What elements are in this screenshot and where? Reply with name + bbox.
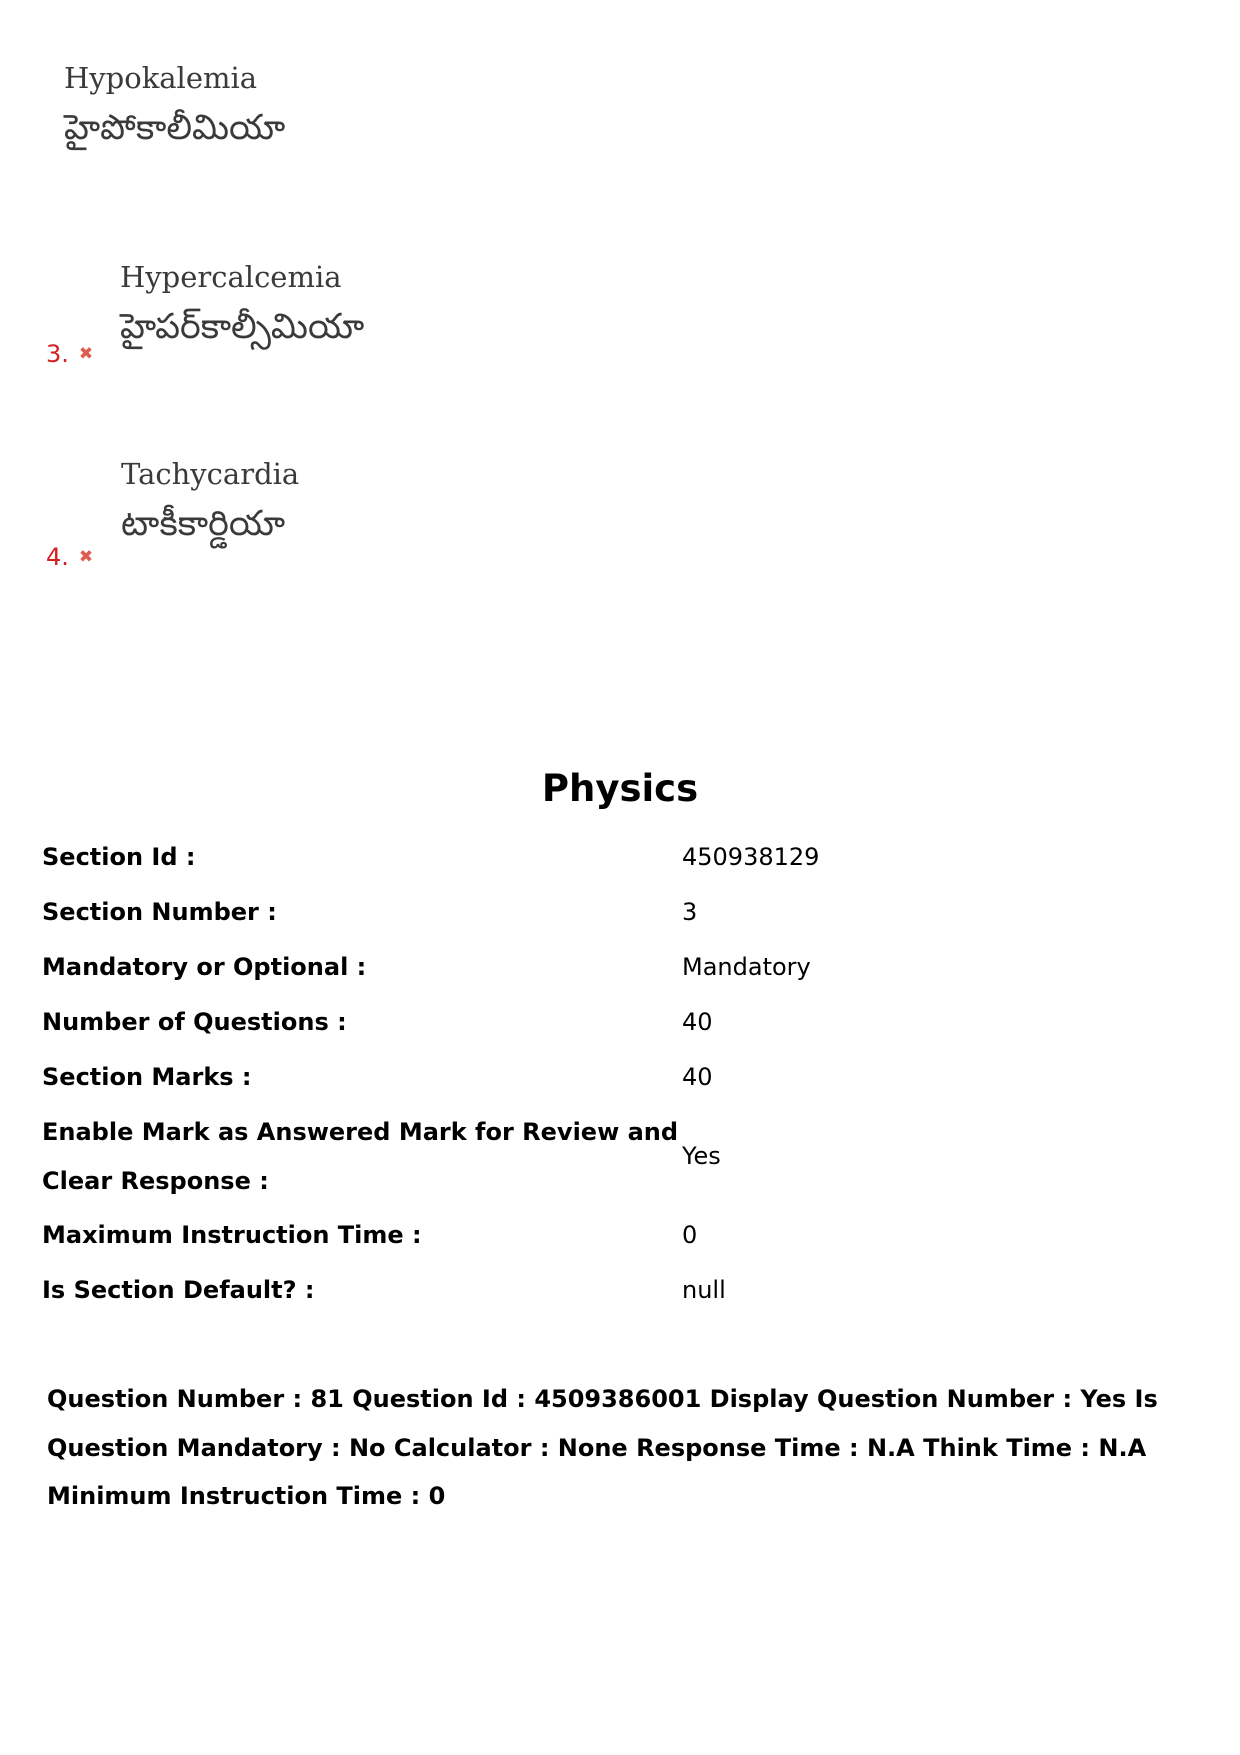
table-row — [42, 830, 1202, 885]
section-number-label: Section Number : — [42, 898, 277, 926]
section-info-table — [42, 830, 1202, 1318]
wrong-answer-icon: ✖ — [78, 344, 94, 364]
section-number-value: 3 — [682, 898, 698, 926]
option-text-english: Hypokalemia — [64, 61, 258, 95]
option-image — [121, 456, 299, 548]
option-marker — [46, 543, 93, 571]
section-id-value: 450938129 — [682, 843, 820, 871]
section-default-value: null — [682, 1276, 726, 1304]
question-metadata: Question Number : 81 Question Id : 4509386001 Display Question Number : Yes Is Question Mandatory : No Calculator : None Response Time : N.A Think Time : N.A Minimum Instruction Time : 0 — [47, 1385, 1158, 1510]
mark-review-value: Yes — [682, 1142, 721, 1170]
option-text-telugu: టాకీకార్డియా — [121, 504, 286, 544]
table-row — [42, 1263, 1202, 1318]
option-text-telugu: హైపర్‌కాల్సీమియా — [120, 307, 365, 347]
question-count-label: Number of Questions : — [42, 1008, 347, 1036]
option-number: 4. — [46, 543, 69, 571]
wrong-answer-icon: ✖ — [78, 547, 94, 567]
option-marker — [46, 340, 93, 368]
section-title: Physics — [541, 767, 699, 810]
section-id-label: Section Id : — [42, 843, 196, 871]
option-image — [64, 60, 285, 152]
table-row — [42, 1105, 1202, 1208]
table-row — [42, 940, 1202, 995]
mark-review-label: Enable Mark as Answered Mark for Review and Clear Response : — [42, 1117, 679, 1195]
option-text-english: Tachycardia — [121, 457, 300, 491]
option-image — [120, 259, 364, 351]
table-row — [42, 1208, 1202, 1263]
option-number: 3. — [46, 340, 69, 368]
table-row — [42, 1050, 1202, 1105]
max-instruction-time-label: Maximum Instruction Time : — [42, 1221, 422, 1249]
option-text-english: Hypercalcemia — [120, 260, 342, 294]
mandatory-value: Mandatory — [682, 953, 811, 981]
option-text-telugu: హైపోకాలీమియా — [64, 108, 286, 148]
table-row — [42, 995, 1202, 1050]
mandatory-label: Mandatory or Optional : — [42, 953, 367, 981]
section-default-label: Is Section Default? : — [42, 1276, 315, 1304]
question-count-value: 40 — [682, 1008, 713, 1036]
section-marks-value: 40 — [682, 1063, 713, 1091]
section-marks-label: Section Marks : — [42, 1063, 252, 1091]
max-instruction-time-value: 0 — [682, 1221, 698, 1249]
table-row — [42, 885, 1202, 940]
